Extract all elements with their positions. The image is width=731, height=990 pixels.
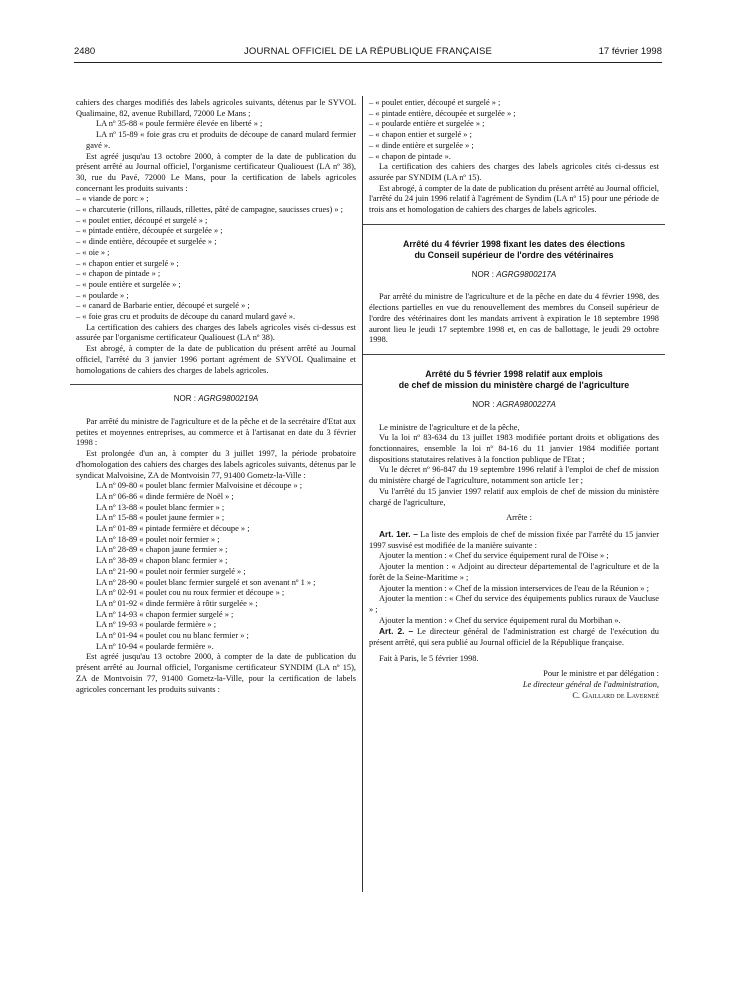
issue-date: 17 février 1998 — [598, 46, 662, 57]
product-item: – « chapon de pintade ». — [369, 151, 451, 161]
product-item: – « dinde entière et surgelée » ; — [369, 140, 474, 150]
signature-title: Le directeur général de l'administration, — [522, 680, 659, 690]
signatory-name: C. Gaillard de Laverneé — [572, 690, 659, 700]
page-header — [74, 46, 662, 62]
section-separator — [363, 354, 665, 355]
paragraph: Est prolongée d'un an, à compter du 3 juillet 1997, la période probatoire d'homologation des cahiers des charges des labels agricoles suivants, détenus par le syndicat Malvoisine, ZA de Montvoisin 77, 91400 Gometz-la-Ville : — [76, 449, 356, 480]
paragraph: Est agréé jusqu'au 13 octobre 2000, à compter de la date de publication du présent arrêté au Journal officiel, l'organisme certificateur Qualiouest (LA nº 38), 30, rue du Pavé, 72000 Le Mans, pour la certification de labels agricoles concernant les produits suivants : — [76, 151, 356, 193]
label-list — [76, 481, 356, 652]
label-item: LA nº 06-86 « dinde fermière de Noël » ; — [96, 491, 234, 501]
article-1: Art. 1er. – La liste des emplois de chef de mission fixée par l'arrêté du 15 janvier 1997 susvisé est modifiée de la manière suivante : — [369, 528, 659, 550]
label-item: LA nº 38-89 « chapon blanc fermier » ; — [96, 556, 228, 566]
signature-line: Pour le ministre et par délégation : — [543, 669, 659, 679]
paragraph: La certification des cahiers des charges des labels agricoles visés ci-dessus est assurée par l'organisme certificateur Qualiouest (LA nº 38). — [76, 322, 356, 343]
label-item: LA nº 02-91 « poulet cou nu roux fermier et découpe » ; — [96, 588, 285, 598]
paragraph: Est abrogé, à compter de la date de publication du présent arrêté au Journal officiel, l'arrêté du 3 janvier 1996 portant agrément de SYVOL Qualimaine et homologations de cahiers des charges de labels agricoles. — [76, 344, 356, 375]
label-item: LA nº 15-88 « poulet jaune fermier » ; — [96, 513, 225, 523]
label-item: LA nº 18-89 « poulet noir fermier » ; — [96, 534, 220, 544]
label-item: LA nº 13-88 « poulet blanc fermier » ; — [96, 502, 225, 512]
label-line: LA nº 15-89 « foie gras cru et produits de découpe de canard mulard fermier gavé ». — [86, 130, 356, 150]
arrete-line: Arrête : — [506, 513, 532, 523]
left-column — [76, 98, 356, 695]
article-2: Art. 2. – Le directeur général de l'administration est chargé de l'exécution du présent arrêté, qui sera publié au Journal officiel de la République française. — [369, 626, 659, 648]
label-item: LA nº 01-94 « poulet cou nu blanc fermier » ; — [96, 631, 249, 641]
nor-reference: NOR : AGRG9800217A — [471, 269, 557, 279]
product-item: – « chapon entier et surgelé » ; — [76, 258, 179, 268]
label-item: LA nº 10-94 « poularde fermière ». — [96, 641, 214, 651]
product-item: – « poule entière et surgelée » ; — [76, 279, 181, 289]
paragraph: Par arrêté du ministre de l'agriculture et de la pêche et de la secrétaire d'Etat aux petites et moyennes entreprises, au commerce et à l'artisanat en date du 3 février 1998 : — [76, 416, 356, 448]
label-item: LA nº 28-90 « poulet blanc fermier surgelé et son avenant nº 1 » ; — [96, 577, 316, 587]
product-item: – « chapon de pintade » ; — [76, 269, 161, 279]
label-item: LA nº 19-93 « poularde fermière » ; — [96, 620, 217, 630]
nor-reference: NOR : AGRA9800227A — [472, 399, 556, 409]
paragraph: Vu la loi nº 83-634 du 13 juillet 1983 modifiée portant droits et obligations des fonctionnaires, ensemble la loi nº 84-16 du 11 janvier 1984 modifiée portant dispositions statutaires relatives à la fonction publique de l'Etat ; — [369, 433, 659, 464]
paragraph: La certification des cahiers des charges des labels agricoles cités ci-dessus est assurée par SYNDIM (LA nº 15). — [369, 162, 659, 182]
column-divider — [362, 96, 363, 892]
nor-reference: NOR : AGRG9800219A — [173, 394, 259, 404]
product-item: – « chapon entier et surgelé » ; — [369, 130, 472, 140]
product-item: – « dinde entière, découpée et surgelée » ; — [76, 237, 217, 247]
product-list — [76, 194, 356, 322]
section-separator — [363, 224, 665, 225]
label-item: LA nº 14-93 « chapon fermier surgelé » ; — [96, 609, 234, 619]
journal-title: JOURNAL OFFICIEL DE LA RÉPUBLIQUE FRANÇAISE — [243, 46, 493, 57]
mention-item: Ajouter la mention : « Chef de la mission interservices de l'eau de la Réunion » ; — [379, 583, 649, 593]
page-number: 2480 — [74, 46, 96, 57]
header-rule — [74, 62, 662, 63]
section-separator — [70, 384, 362, 385]
mention-item: Ajouter la mention : « Chef du service des équipements publics ruraux de Vaucluse » ; — [369, 594, 659, 614]
mention-list — [369, 551, 659, 626]
mention-item: Ajouter la mention : « Chef du service équipement rural du Morbihan ». — [379, 615, 621, 625]
paragraph: Vu l'arrêté du 15 janvier 1997 relatif aux emplois de chef de mission du ministère chargé de l'agriculture, — [369, 486, 659, 507]
mention-item: Ajouter la mention : « Adjoint au directeur départemental de l'agriculture et de la forêt de la Seine-Maritime » ; — [369, 562, 659, 582]
label-item: LA nº 28-89 « chapon jaune fermier » ; — [96, 545, 228, 555]
label-item: LA nº 21-90 « poulet noir fermier surgelé » ; — [96, 566, 246, 576]
product-item: – « charcuterie (rillons, rillauds, rillettes, pâté de campagne, saucisses crues) » ; — [76, 205, 343, 215]
product-item: – « pintade entière, découpée et surgelée » ; — [76, 226, 223, 236]
paragraph: Vu le décret nº 96-847 du 19 septembre 1996 relatif à l'emploi de chef de mission du ministère chargé de l'agriculture, notamment son article 1er ; — [369, 465, 659, 486]
product-list — [369, 98, 659, 162]
right-column — [369, 98, 659, 702]
paragraph: Est abrogé, à compter de la date de publication du présent arrêté au Journal officiel, l'arrêté du 24 juin 1996 relatif à l'agrément de Syndim (LA nº 15) pour une période de trois ans et homologation de cahiers des charges de labels agricoles. — [369, 183, 659, 215]
paragraph: Par arrêté du ministre de l'agriculture et de la pêche en date du 4 février 1998, des élections partielles en vue du renouvellement des membres du Conseil supérieur de l'ordre des vétérinaires dont les mandats arrivent à expiration le 18 septembre 1998 auront lieu le jeudi 17 septembre 1998 et, en cas de ballottage, le jeudi 29 octobre 1998. — [369, 292, 659, 345]
product-item: – « pintade entière, découpée et surgelée » ; — [369, 108, 516, 118]
product-item: – « poulet entier, découpé et surgelé » ; — [76, 215, 208, 225]
intro-paragraph: cahiers des charges modifiés des labels agricoles suivants, détenus par le SYVOL Qualimaine, 82, avenue Rubillard, 72000 Le Mans ; — [76, 98, 356, 118]
label-line: LA nº 35-88 « poule fermière élevée en liberté » ; — [96, 119, 263, 129]
label-item: LA nº 01-89 « pintade fermière et découpe » ; — [96, 524, 250, 534]
mention-item: Ajouter la mention : « Chef du service équipement rural de l'Oise » ; — [379, 551, 609, 561]
product-item: – « oie » ; — [76, 247, 110, 257]
label-item: LA nº 09-80 « poulet blanc fermier Malvoisine et découpe » ; — [96, 481, 303, 491]
signature-place-date: Fait à Paris, le 5 février 1998. — [379, 653, 479, 663]
paragraph: Est agréé jusqu'au 13 octobre 2000, à compter de la date de publication du présent arrêté au Journal officiel, l'organisme certificateur SYNDIM (LA nº 15), ZA de Montvoisin 77, 91400 Gometz-la-Ville, pour la certification de labels agricoles concernant les produits suivants : — [76, 652, 356, 694]
product-item: – « foie gras cru et produits de découpe du canard mulard gavé ». — [76, 312, 296, 322]
decree-title: Arrêté du 5 février 1998 relatif aux emplois de chef de mission du ministère chargé de l'agriculture — [398, 368, 630, 390]
product-item: – « poularde » ; — [76, 290, 129, 300]
product-item: – « canard de Barbarie entier, découpé et surgelé » ; — [76, 301, 250, 311]
product-item: – « poulet entier, découpé et surgelé » ; — [369, 98, 501, 107]
label-item: LA nº 01-92 « dinde fermière à rôtir surgelée » ; — [96, 598, 258, 608]
product-item: – « viande de porc » ; — [76, 194, 149, 204]
product-item: – « poularde entière et surgelée » ; — [369, 119, 485, 129]
decree-title: Arrêté du 4 février 1998 fixant les dates des élections du Conseil supérieur de l'ordre des vétérinaires — [403, 238, 625, 260]
paragraph: Le ministre de l'agriculture et de la pêche, — [379, 422, 520, 432]
